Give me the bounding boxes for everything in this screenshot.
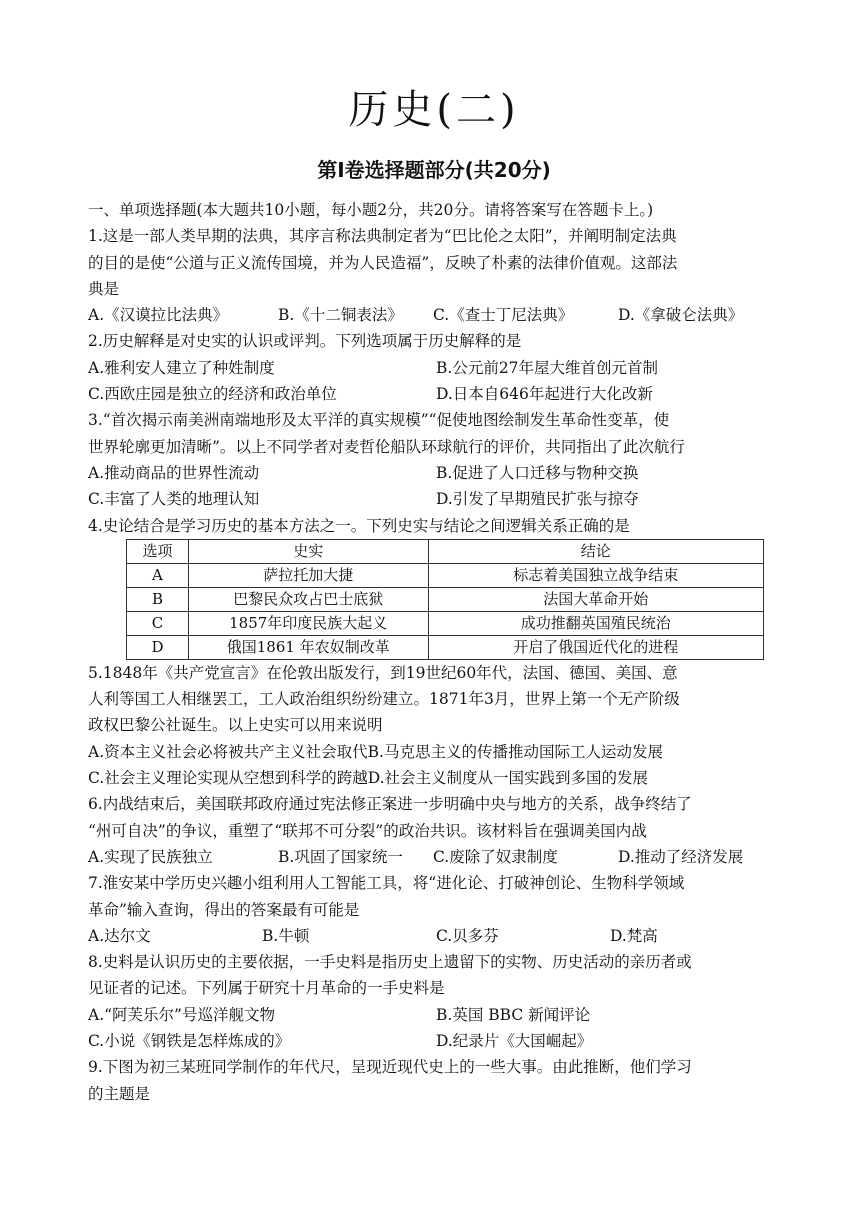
option-c: C.小说《钢铁是怎样炼成的》	[88, 1032, 291, 1051]
option-d: D.社会主义制度从一国实践到多国的发展	[367, 769, 649, 788]
option-c: C.贝多芬	[436, 926, 499, 945]
question-stem-line: 8.史料是认识历史的主要依据，一手史料是指历史上遗留下的实物、历史活动的亲历者或	[88, 953, 692, 972]
option-d: D.纪录片《大国崛起》	[436, 1032, 593, 1051]
table-header-row	[127, 539, 764, 563]
options-row	[88, 381, 784, 407]
option-a: A.实现了民族独立	[88, 847, 213, 866]
option-a: A.《汉谟拉比法典》	[88, 306, 229, 325]
question-stem-line: 4.史论结合是学习历史的基本方法之一。下列史实与结论之间逻辑关系正确的是	[88, 516, 630, 535]
table-cell: 标志着美国独立战争结束	[428, 563, 763, 587]
question-8	[88, 949, 784, 1054]
history-table	[126, 539, 764, 660]
options-row	[88, 739, 784, 765]
question-stem-line: 世界轮廓更加清晰”。以上不同学者对麦哲伦船队环球航行的评价，共同指出了此次航行	[88, 437, 685, 456]
question-stem-line: “州可自决”的争议，重塑了“联邦不可分裂”的政治共识。该材料旨在强调美国内战	[88, 821, 647, 840]
option-b: B.巩固了国家统一	[278, 847, 403, 866]
page-title: 历史(二)	[348, 87, 520, 133]
question-stem-line: 5.1848年《共产党宣言》在伦敦出版发行，到19世纪60年代，法国、德国、美国、意	[88, 663, 678, 682]
option-c: C.废除了奴隶制度	[433, 847, 558, 866]
option-b: B.促进了人口迁移与物种交换	[436, 463, 639, 482]
options-row	[88, 1028, 784, 1054]
question-5	[88, 660, 784, 791]
table-cell: C	[127, 611, 189, 635]
options-row	[88, 486, 784, 512]
options-row	[88, 844, 784, 870]
question-1	[88, 223, 784, 328]
exam-content	[88, 197, 784, 1107]
question-stem-line: 人利等国工人相继罢工，工人政治组织纷纷建立。1871年3月，世界上第一个无产阶级	[88, 690, 680, 709]
question-stem-line: 革命”输入查询，得出的答案最有可能是	[88, 900, 360, 919]
table-cell: 巴黎民众攻占巴士底狱	[188, 587, 428, 611]
question-stem-line: 3.“首次揭示南美洲南端地形及太平洋的真实规模”“促使地图绘制发生革命性变革，使	[88, 411, 670, 430]
section-subtitle: 第Ⅰ卷选择题部分(共20分)	[317, 158, 551, 182]
table-row	[127, 635, 764, 659]
question-stem-line: 2.历史解释是对史实的认识或评判。下列选项属于历史解释的是	[88, 332, 522, 351]
question-9	[88, 1054, 784, 1107]
option-c: C.丰富了人类的地理认知	[88, 490, 260, 509]
question-stem-line: 见证者的记述。下列属于研究十月革命的一手史料是	[88, 979, 445, 998]
option-d: D.梵高	[610, 926, 658, 945]
option-b: B.马克思主义的传播推动国际工人运动发展	[367, 742, 663, 761]
option-a: A.推动商品的世界性流动	[88, 463, 260, 482]
question-stem-line: 7.淮安某中学历史兴趣小组利用人工智能工具，将“进化论、打破神创论、生物科学领域	[88, 874, 685, 893]
table-header: 史实	[188, 539, 428, 563]
options-row	[88, 355, 784, 381]
option-c: C.社会主义理论实现从空想到科学的跨越	[88, 769, 368, 788]
table-row	[127, 611, 764, 635]
options-row	[88, 923, 784, 949]
table-header: 结论	[428, 539, 763, 563]
options-row	[88, 460, 784, 486]
question-stem-line: 的目的是使“公道与正义流传国境，并为人民造福”，反映了朴素的法律价值观。这部法	[88, 253, 678, 272]
option-d: D.《拿破仑法典》	[618, 306, 744, 325]
table-cell: B	[127, 587, 189, 611]
question-stem-line: 的主题是	[88, 1084, 151, 1103]
option-d: D.日本自646年起进行大化改新	[436, 385, 653, 404]
options-row	[88, 302, 784, 328]
table-row	[127, 587, 764, 611]
table-cell: D	[127, 635, 189, 659]
table-cell: 俄国1861 年农奴制改革	[188, 635, 428, 659]
table-header: 选项	[127, 539, 189, 563]
question-stem-line: 典是	[88, 279, 120, 298]
option-b: B.牛顿	[262, 926, 310, 945]
question-stem-line: 政权巴黎公社诞生。以上史实可以用来说明	[88, 716, 383, 735]
table-cell: 成功推翻英国殖民统治	[428, 611, 763, 635]
option-c: C.《查士丁尼法典》	[433, 306, 574, 325]
option-c: C.西欧庄园是独立的经济和政治单位	[88, 385, 337, 404]
question-6	[88, 791, 784, 870]
table-cell: A	[127, 563, 189, 587]
question-stem-line: 6.内战结束后，美国联邦政府通过宪法修正案进一步明确中央与地方的关系，战争终结了	[88, 795, 692, 814]
option-a: A.达尔文	[88, 926, 151, 945]
question-stem-line: 9.下图为初三某班同学制作的年代尺，呈现近现代史上的一些大事。由此推断，他们学习	[88, 1058, 692, 1077]
table-cell: 萨拉托加大捷	[188, 563, 428, 587]
question-4	[88, 513, 784, 660]
question-7	[88, 870, 784, 949]
question-3	[88, 407, 784, 512]
table-row	[127, 563, 764, 587]
option-b: B.英国 BBC 新闻评论	[436, 1005, 591, 1024]
option-b: B.《十二铜表法》	[278, 306, 403, 325]
table-cell: 开启了俄国近代化的进程	[428, 635, 763, 659]
options-row	[88, 1002, 784, 1028]
question-stem-line: 1.这是一部人类早期的法典，其序言称法典制定者为“巴比伦之太阳”，并阐明制定法典	[88, 227, 677, 246]
option-b: B.公元前27年屋大维首创元首制	[436, 358, 659, 377]
option-d: D.引发了早期殖民扩张与掠夺	[436, 490, 639, 509]
question-2	[88, 328, 784, 407]
table-cell: 法国大革命开始	[428, 587, 763, 611]
section-heading: 一、单项选择题(本大题共10小题，每小题2分，共20分。请将答案写在答题卡上。)	[88, 201, 654, 219]
options-row	[88, 765, 784, 791]
option-a: A.“阿芙乐尔”号巡洋舰文物	[88, 1005, 275, 1024]
option-a: A.雅利安人建立了种姓制度	[88, 358, 275, 377]
option-d: D.推动了经济发展	[618, 847, 744, 866]
table-cell: 1857年印度民族大起义	[188, 611, 428, 635]
option-a: A.资本主义社会必将被共产主义社会取代	[88, 742, 368, 761]
